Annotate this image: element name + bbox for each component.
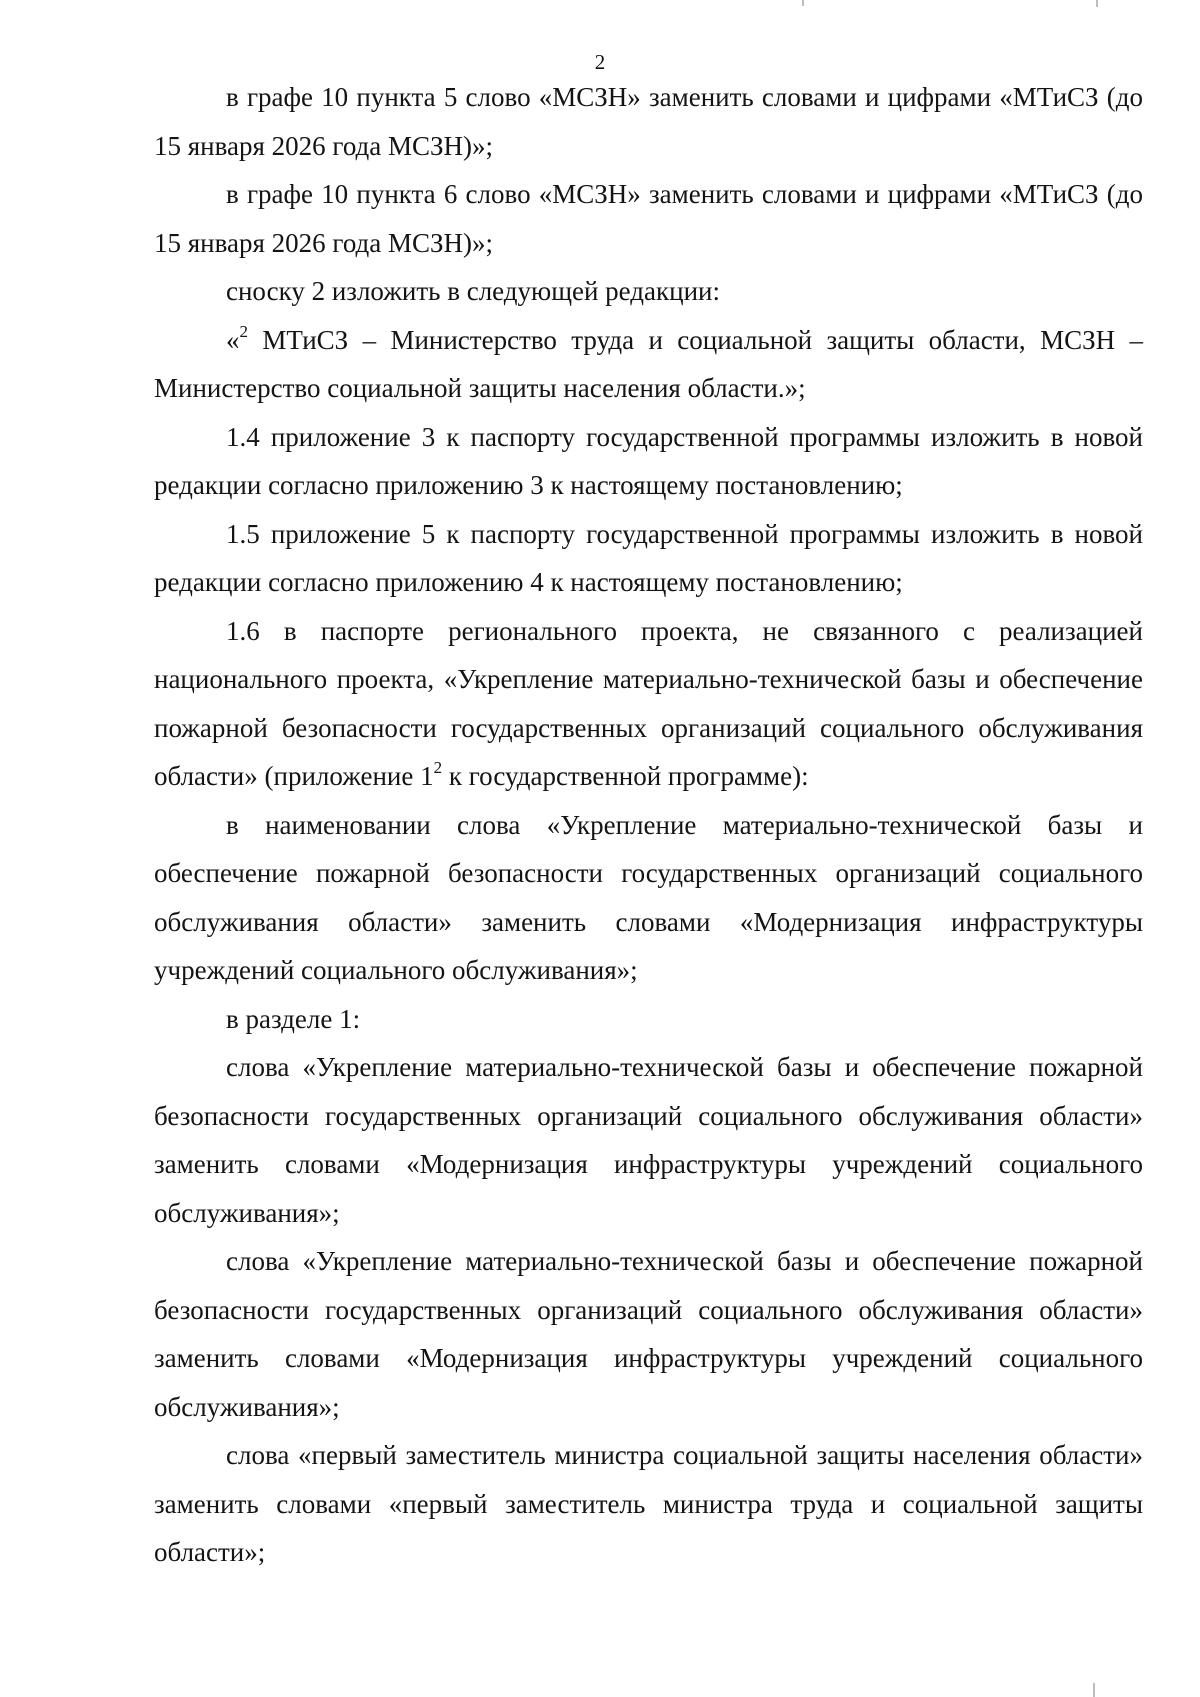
paragraph-footnote-text (154, 316, 1143, 413)
paragraph-item-1-5: 1.5 приложение 5 к паспорту государственной программы изложить в новой редакции согласно приложению 4 к настоящему постановлению; (154, 518, 1143, 597)
paragraph-words-replacement-2: слова «Укрепление материально-технической базы и обеспечение пожарной безопасности государственных организаций социального обслуживания области» заменить словами «Модернизация инфраструктуры учреждений социального обслуживания»; (154, 1246, 1143, 1422)
scan-artifact-bottom-right (1093, 1683, 1095, 1697)
footnote-body: МТиСЗ – Министерство труда и социальной защиты области, МСЗН – Министерство социальной защиты населения области.»; (154, 324, 1143, 403)
footnote-open-quote: « (226, 324, 240, 355)
page-number: 2 (594, 50, 606, 74)
item-1-6-text: 1.6 в паспорте регионального проекта, не связанного с реализацией национального проекта, «Укрепление материально-технической базы и обеспечение пожарной безопасности государственных организаций социального обслуживания области» (приложение 1 (154, 615, 1143, 791)
paragraph-footnote-intro: сноску 2 изложить в следующей редакции: (226, 276, 720, 306)
paragraph-name-replacement: в наименовании слова «Укрепление материально-технической базы и обеспечение пожарной безопасности государственных организаций социального обслуживания области» заменить словами «Модернизация инфраструктуры учреждений социального обслуживания»; (154, 809, 1143, 985)
paragraph-graph-10-item-6: в графе 10 пункта 6 слово «МСЗН» заменить словами и цифрами «МТиСЗ (до 15 января 2026 года МСЗН)»; (154, 179, 1143, 258)
item-1-6-tail: к государственной программе): (442, 761, 809, 791)
paragraph-section-1: в разделе 1: (226, 1003, 361, 1034)
scan-artifact-top (802, 0, 804, 6)
appendix-superscript: 2 (433, 758, 443, 777)
footnote-superscript: 2 (239, 321, 248, 341)
paragraph-graph-10-item-5: в графе 10 пункта 5 слово «МСЗН» заменить словами и цифрами «МТиСЗ (до 15 января 2026 года МСЗН)»; (154, 82, 1143, 161)
paragraph-words-replacement-1: слова «Укрепление материально-технической базы и обеспечение пожарной безопасности государственных организаций социального обслуживания области» заменить словами «Модернизация инфраструктуры учреждений социального обслуживания»; (154, 1052, 1143, 1228)
paragraph-item-1-6 (154, 607, 1143, 801)
scan-artifact-top-right (1096, 0, 1098, 7)
paragraph-item-1-4: 1.4 приложение 3 к паспорту государственной программы изложить в новой редакции согласно приложению 3 к настоящему постановлению; (154, 421, 1143, 500)
paragraph-words-replacement-3: слова «первый заместитель министра социальной защиты населения области» заменить словами «первый заместитель министра труда и социальной защиты области»; (154, 1440, 1143, 1567)
document-body (154, 73, 1143, 1577)
